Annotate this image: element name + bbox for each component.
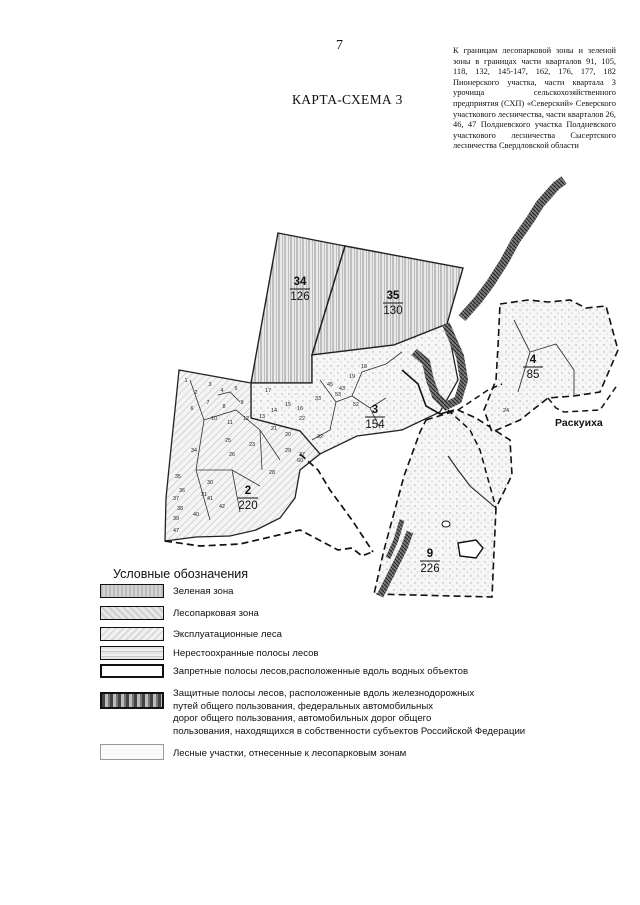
stand-number: 23 bbox=[249, 442, 255, 448]
stand-number: 41 bbox=[207, 496, 213, 502]
map-title: КАРТА-СХЕМА 3 bbox=[292, 92, 403, 107]
stand-number: 6 bbox=[190, 406, 194, 412]
zone-boundary-center bbox=[300, 454, 373, 552]
stand-number: 32 bbox=[317, 434, 323, 440]
legend-title: Условные обозначения bbox=[113, 567, 249, 581]
stand-number: 28 bbox=[269, 470, 275, 476]
stand-number: 26 bbox=[229, 452, 235, 458]
protective-belt-north bbox=[462, 180, 564, 318]
stand-number: 24 bbox=[503, 408, 509, 414]
stand-number: 3 bbox=[208, 382, 212, 388]
stand-number: 31 bbox=[201, 492, 207, 498]
stand-number: 27 bbox=[299, 452, 305, 458]
stand-number: 15 bbox=[285, 402, 291, 408]
stand-number: 20 bbox=[285, 432, 291, 438]
stand-number: 38 bbox=[177, 506, 183, 512]
lake-small bbox=[442, 521, 450, 527]
place-label-raskuikha: Раскуиха bbox=[555, 417, 603, 429]
legend-swatch-forest-park-zone bbox=[100, 606, 164, 620]
quarter-4-number: 4 bbox=[529, 354, 537, 366]
stand-number: 35 bbox=[175, 474, 181, 480]
stand-number: 17 bbox=[265, 388, 271, 394]
quarter-2-number: 2 bbox=[244, 485, 252, 497]
stand-number: 16 bbox=[297, 406, 303, 412]
quarter-9-number: 9 bbox=[426, 548, 434, 560]
stand-number: 18 bbox=[361, 364, 367, 370]
stand-number: 12 bbox=[243, 416, 249, 422]
stand-number: 36 bbox=[179, 488, 185, 494]
map-caption: К границам лесопарковой зоны и зеленой зоны в границах части кварталов 91, 105, 118, 132, 145-147, 162, 176, 177, 182 Пионерского участка, части квартала 3 урочища сельскохозяйственного предприятия (СХП) «Северский» Северского участкового лесничества, части кварталов 26, 46, 47 Полдневского участка Полдневского участкового лесничества Сысертского лесничества Свердловской области bbox=[453, 46, 616, 151]
stand-number: 7 bbox=[206, 400, 210, 406]
stand-number: 21 bbox=[271, 426, 277, 432]
stand-number: 52 bbox=[353, 402, 359, 408]
quarter-35-number: 35 bbox=[386, 290, 400, 302]
legend-label: Лесопарковая зона bbox=[173, 608, 259, 619]
stand-number: 25 bbox=[225, 438, 231, 444]
quarter-9-area-value: 226 bbox=[420, 563, 440, 575]
stand-number: 34 bbox=[191, 448, 197, 454]
legend-label: Зеленая зона bbox=[173, 586, 234, 597]
stand-number: 9 bbox=[240, 400, 244, 406]
legend-swatch-exploitation-forest bbox=[100, 627, 164, 641]
stand-number: 1 bbox=[184, 378, 188, 384]
stand-number: 8 bbox=[222, 404, 226, 410]
stand-number: 14 bbox=[271, 408, 277, 414]
stand-number: 43 bbox=[339, 386, 345, 392]
legend-label: Запретные полосы лесов,расположенные вдоль водных объектов bbox=[173, 666, 469, 677]
legend-label: Нерестоохранные полосы лесов bbox=[173, 648, 319, 659]
stand-number: 2 bbox=[194, 390, 198, 396]
quarter-35-area-value: 130 bbox=[383, 305, 403, 317]
stand-number: 22 bbox=[299, 416, 305, 422]
stand-number: 19 bbox=[349, 374, 355, 380]
stand-number: 39 bbox=[173, 516, 179, 522]
stand-number: 11 bbox=[227, 420, 233, 426]
quarter-34-area-value: 126 bbox=[290, 291, 310, 303]
legend-swatch-spawning-protection bbox=[100, 646, 164, 660]
quarter-34-number: 34 bbox=[293, 276, 307, 288]
legend-swatch-forest-park-plots bbox=[100, 744, 164, 760]
stand-number: 5 bbox=[234, 386, 238, 392]
legend-label: Эксплуатационные леса bbox=[173, 629, 282, 640]
stand-number: 45 bbox=[327, 382, 333, 388]
quarter-3-number: 3 bbox=[371, 404, 379, 416]
stand-number: 10 bbox=[211, 416, 217, 422]
stand-number: 30 bbox=[207, 480, 213, 486]
stand-number: 47 bbox=[173, 528, 179, 534]
stand-number: 29 bbox=[285, 448, 291, 454]
legend-swatch-water-prohibited bbox=[100, 664, 164, 678]
quarter-2-area-value: 220 bbox=[238, 500, 258, 512]
legend-swatch-transport-protective bbox=[100, 692, 164, 709]
stand-number: 40 bbox=[193, 512, 199, 518]
stand-number: 33 bbox=[315, 396, 321, 402]
page-number: 7 bbox=[336, 38, 343, 53]
stand-number: 42 bbox=[219, 504, 225, 510]
stand-number: 60 bbox=[297, 458, 303, 464]
legend-swatch-green-zone bbox=[100, 584, 164, 598]
stand-number: 53 bbox=[335, 392, 341, 398]
stand-number: 4 bbox=[220, 388, 224, 394]
quarter-3-area-value: 154 bbox=[365, 419, 385, 431]
stand-number: 13 bbox=[259, 414, 265, 420]
stand-number: 37 bbox=[173, 496, 179, 502]
legend-label: Защитные полосы лесов, расположенные вдоль железнодорожных путей общего пользования, федеральных автомобильных дорог общего пользования, автомобильных дорог общего пользования, находящихся в собственности субъектов Российской Федерации bbox=[173, 688, 526, 737]
quarter-4-area-value: 85 bbox=[526, 369, 540, 381]
legend-label: Лесные участки, отнесенные к лесопарковым зонам bbox=[173, 748, 407, 759]
